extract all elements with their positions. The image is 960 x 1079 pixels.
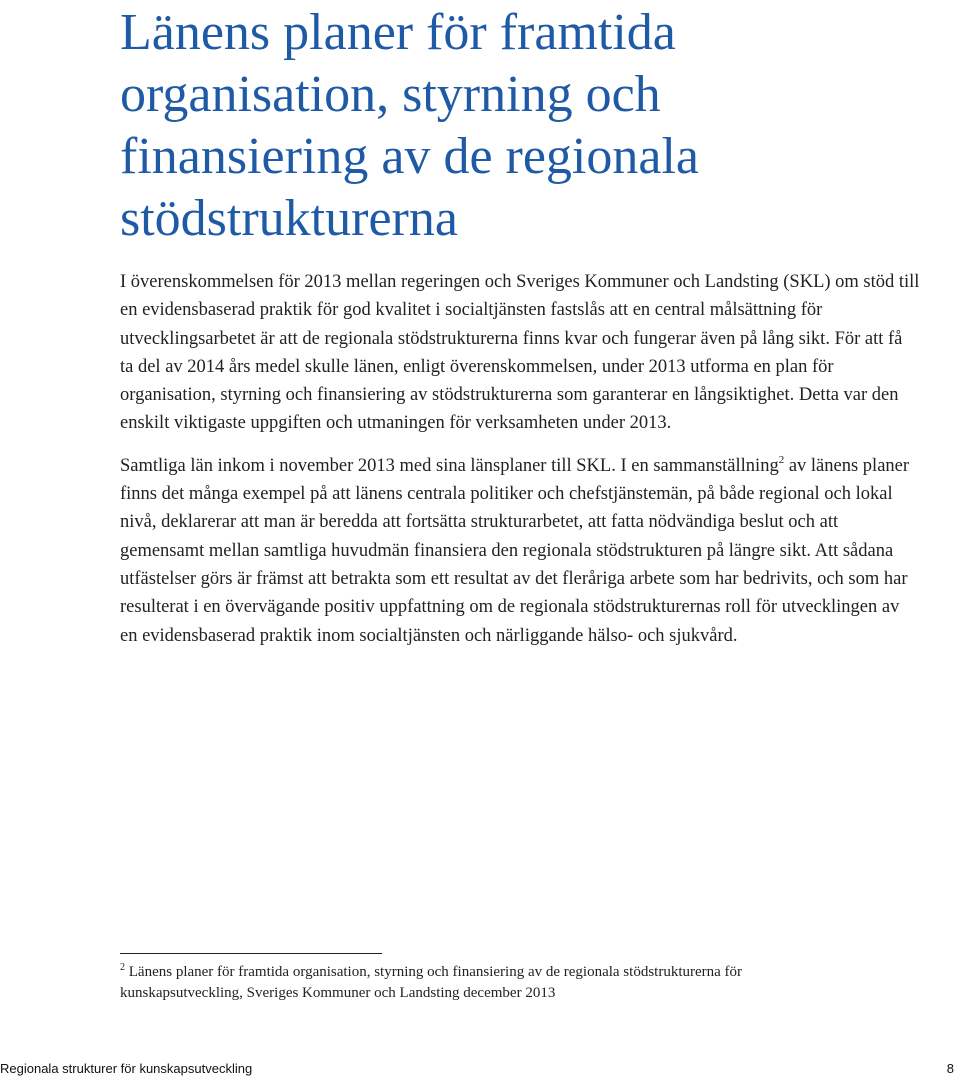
paragraph-1: I överenskommelsen för 2013 mellan regeringen och Sveriges Kommuner och Landsting (SKL) om stöd till en evidensbaserad praktik för god kvalitet i socialtjänsten fastslås att en central målsättning för utvecklingsarbetet är att de regionala stödstrukturerna finns kvar och fungerar även på lång sikt. För att få ta del av 2014 års medel skulle länen, enligt överenskommelsen, under 2013 utforma en plan för organisation, styrning och finansiering av stödstrukturerna som garanterar en långsiktighet. Detta var den enskilt viktigaste uppgiften och utmaningen för verksamheten under 2013. <box>120 272 920 434</box>
footer-document-title: Regionala strukturer för kunskapsutveckling <box>0 1061 253 1076</box>
page-title: Länens planer för framtida organisation, styrning och finansiering av de regionala stödstrukturerna <box>120 4 699 247</box>
footnote-text: Länens planer för framtida organisation, styrning och finansiering av de regionala stödstrukturerna för kunskapsutveckling, Sveriges Kommuner och Landsting december 2013 <box>120 964 743 1001</box>
footnote-reference[interactable]: 2 <box>778 453 785 466</box>
paragraph-2-text-after-ref: av länens planer finns det många exempel på att länens centrala politiker och chefstjänstemän, på både regional och lokal nivå, deklarerar att man är beredda att fortsätta strukturarbetet, att fatta nödvändiga beslut och att gemensamt mellan samtliga huvudmän finansiera den regionala stödstrukturen på längre sikt. Att sådana utfästelser görs är främst att betrakta som ett resultat av det fleråriga arbete som har bedrivits, och som har resulterat i en övervägande positiv uppfattning om de regionala stödstrukturernas roll för utvecklingen av en evidensbaserad praktik inom socialtjänsten och närliggande hälso- och sjukvård. <box>120 455 910 646</box>
footnote-number: 2 <box>120 962 125 973</box>
footer-page-number: 8 <box>946 1061 954 1076</box>
paragraph-2-text-before-ref: Samtliga län inkom i november 2013 med sina länsplaner till SKL. I en sammanställning <box>120 455 779 476</box>
footnote <box>120 962 840 1004</box>
body-text <box>120 268 920 650</box>
footnote-divider <box>120 953 382 954</box>
paragraph-2 <box>120 452 920 650</box>
